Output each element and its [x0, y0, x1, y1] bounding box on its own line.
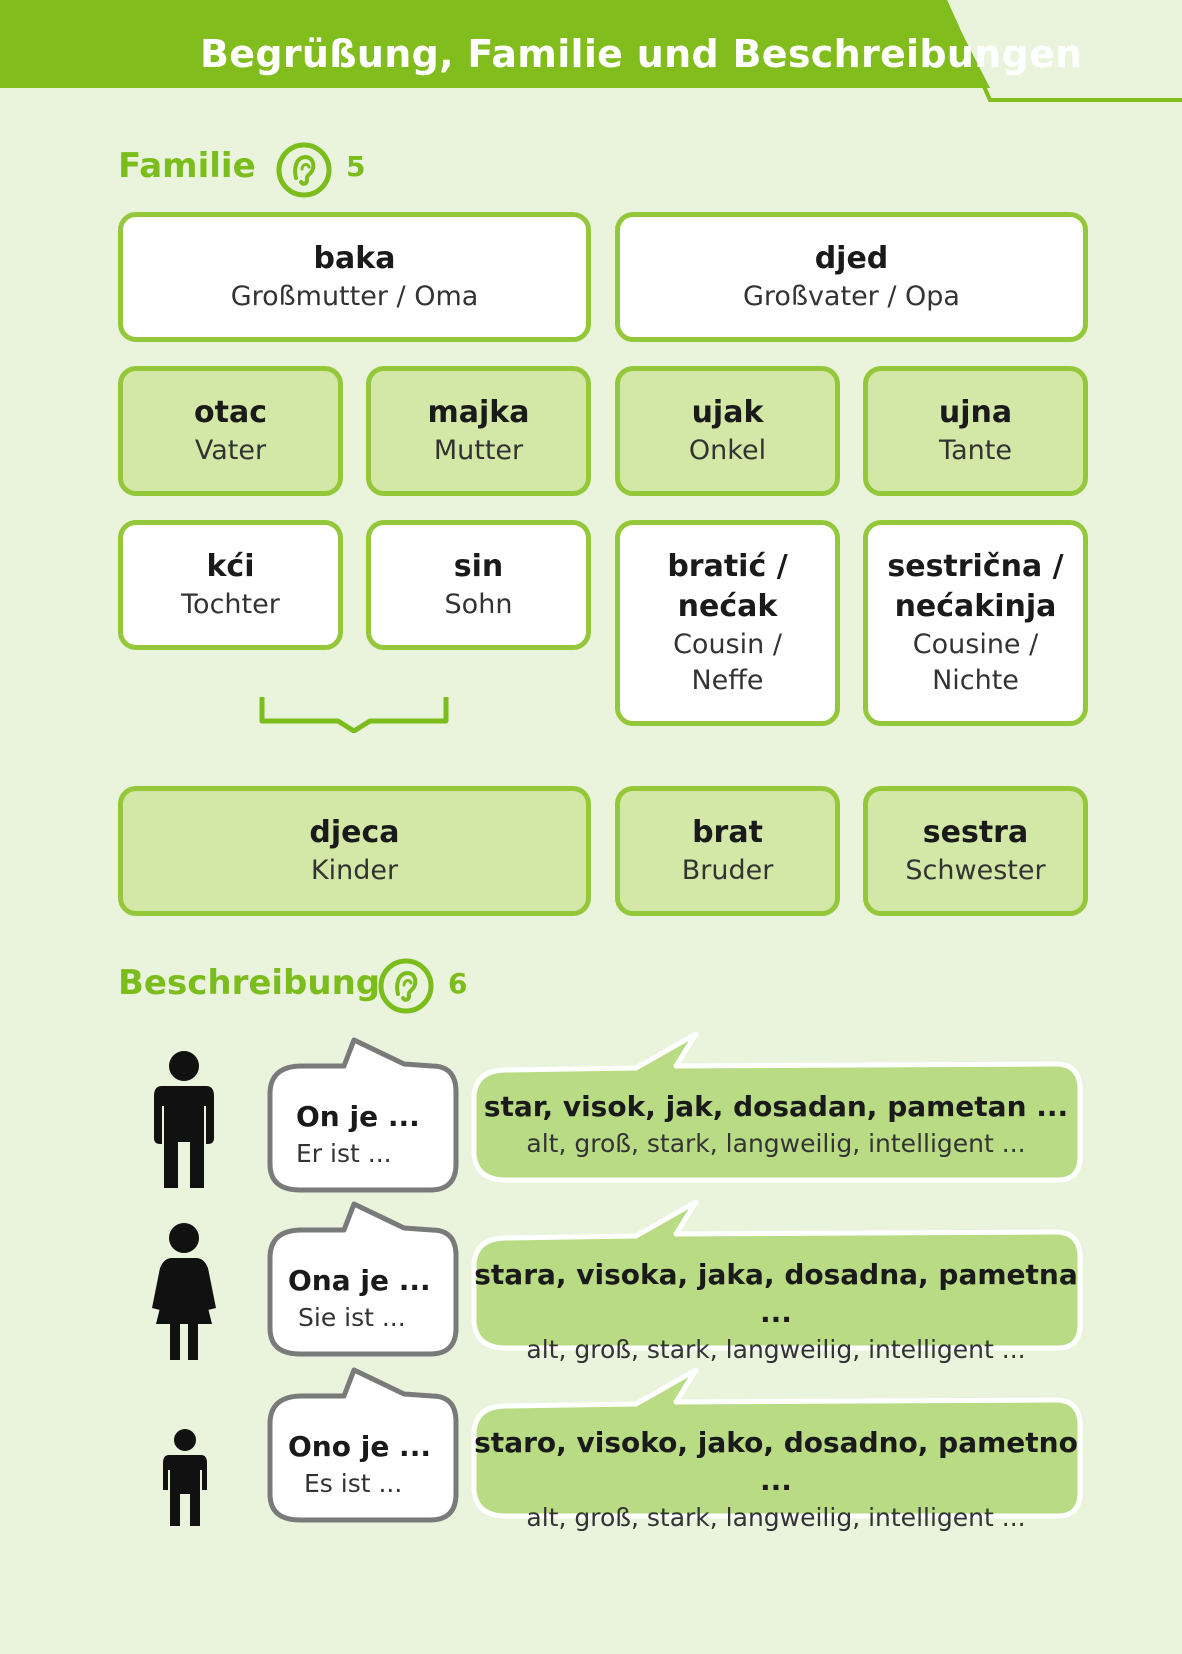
word-de: Sohn	[444, 589, 513, 620]
word-de: Nichte	[932, 665, 1019, 696]
word-de: Großmutter / Oma	[230, 281, 479, 312]
word-de: Cousin /	[673, 629, 782, 660]
pronoun-de: Er ist ...	[296, 1139, 392, 1168]
card-djeca	[118, 786, 591, 916]
pronoun-ono	[262, 1366, 462, 1526]
word-de: Tochter	[181, 589, 280, 620]
word-hr: sestra	[922, 815, 1029, 850]
card-sestricna	[863, 520, 1088, 726]
card-djed	[615, 212, 1088, 342]
card-sin	[366, 520, 591, 650]
card-bratic	[615, 520, 840, 726]
pronoun-de: Sie ist ...	[298, 1303, 406, 1332]
word-de: Cousine /	[912, 629, 1039, 660]
audio-ear-icon[interactable]	[378, 958, 434, 1014]
card-sestra	[863, 786, 1088, 916]
pronoun-on	[262, 1036, 462, 1196]
word-de: Großvater / Opa	[743, 281, 960, 312]
pronoun-ona	[262, 1200, 462, 1360]
section-title-beschreibung: Beschreibung	[118, 963, 381, 1003]
adjectives-de: alt, groß, stark, langweilig, intelligent ...	[526, 1503, 1026, 1532]
word-de: Onkel	[688, 435, 767, 466]
audio-track-number: 5	[346, 150, 366, 183]
adjectives-masculine	[466, 1030, 1086, 1190]
grouping-brace	[258, 693, 450, 733]
section-title-familie: Familie	[118, 146, 256, 186]
child-icon	[160, 1428, 210, 1528]
page-title: Begrüßung, Familie und Beschreibungen	[200, 32, 1083, 76]
word-hr: ujna	[938, 395, 1013, 430]
adjectives-feminine	[466, 1198, 1086, 1364]
word-hr: majka	[427, 395, 530, 430]
word-hr: nećak	[677, 589, 778, 624]
word-hr: nećakinja	[894, 589, 1057, 624]
woman-icon	[150, 1222, 218, 1362]
card-ujak	[615, 366, 840, 496]
pronoun-hr: On je ...	[296, 1100, 420, 1133]
card-brat	[615, 786, 840, 916]
word-de: Neffe	[691, 665, 764, 696]
adjectives-hr: star, visok, jak, dosadan, pametan ...	[483, 1090, 1069, 1123]
word-hr: bratić /	[667, 549, 788, 584]
word-hr: kći	[206, 549, 255, 584]
audio-track-number: 6	[448, 967, 468, 1000]
word-de: Vater	[194, 435, 267, 466]
word-de: Tante	[939, 435, 1012, 466]
card-ujna	[863, 366, 1088, 496]
card-baka	[118, 212, 591, 342]
adjectives-hr: stara, visoka, jaka, dosadna, pametna ...	[474, 1258, 1078, 1329]
word-de: Mutter	[433, 435, 524, 466]
word-hr: brat	[692, 815, 763, 850]
word-de: Schwester	[905, 855, 1046, 886]
adjectives-de: alt, groß, stark, langweilig, intelligent ...	[526, 1335, 1026, 1364]
adjectives-neuter	[466, 1366, 1086, 1532]
word-hr: ujak	[691, 395, 764, 430]
adjectives-hr: staro, visoko, jako, dosadno, pametno ...	[474, 1426, 1078, 1497]
word-hr: sin	[453, 549, 504, 584]
word-hr: djeca	[309, 815, 400, 850]
pronoun-de: Es ist ...	[304, 1469, 403, 1498]
adjectives-de: alt, groß, stark, langweilig, intelligent ...	[526, 1129, 1026, 1158]
man-icon	[150, 1050, 218, 1190]
pronoun-hr: Ona je ...	[288, 1264, 431, 1297]
word-de: Bruder	[681, 855, 774, 886]
card-otac	[118, 366, 343, 496]
word-de: Kinder	[310, 855, 399, 886]
card-majka	[366, 366, 591, 496]
audio-ear-icon[interactable]	[276, 142, 332, 198]
word-hr: sestrična /	[887, 549, 1064, 584]
word-hr: djed	[814, 241, 889, 276]
word-hr: otac	[194, 395, 267, 430]
card-kci	[118, 520, 343, 650]
word-hr: baka	[313, 241, 396, 276]
pronoun-hr: Ono je ...	[288, 1430, 431, 1463]
